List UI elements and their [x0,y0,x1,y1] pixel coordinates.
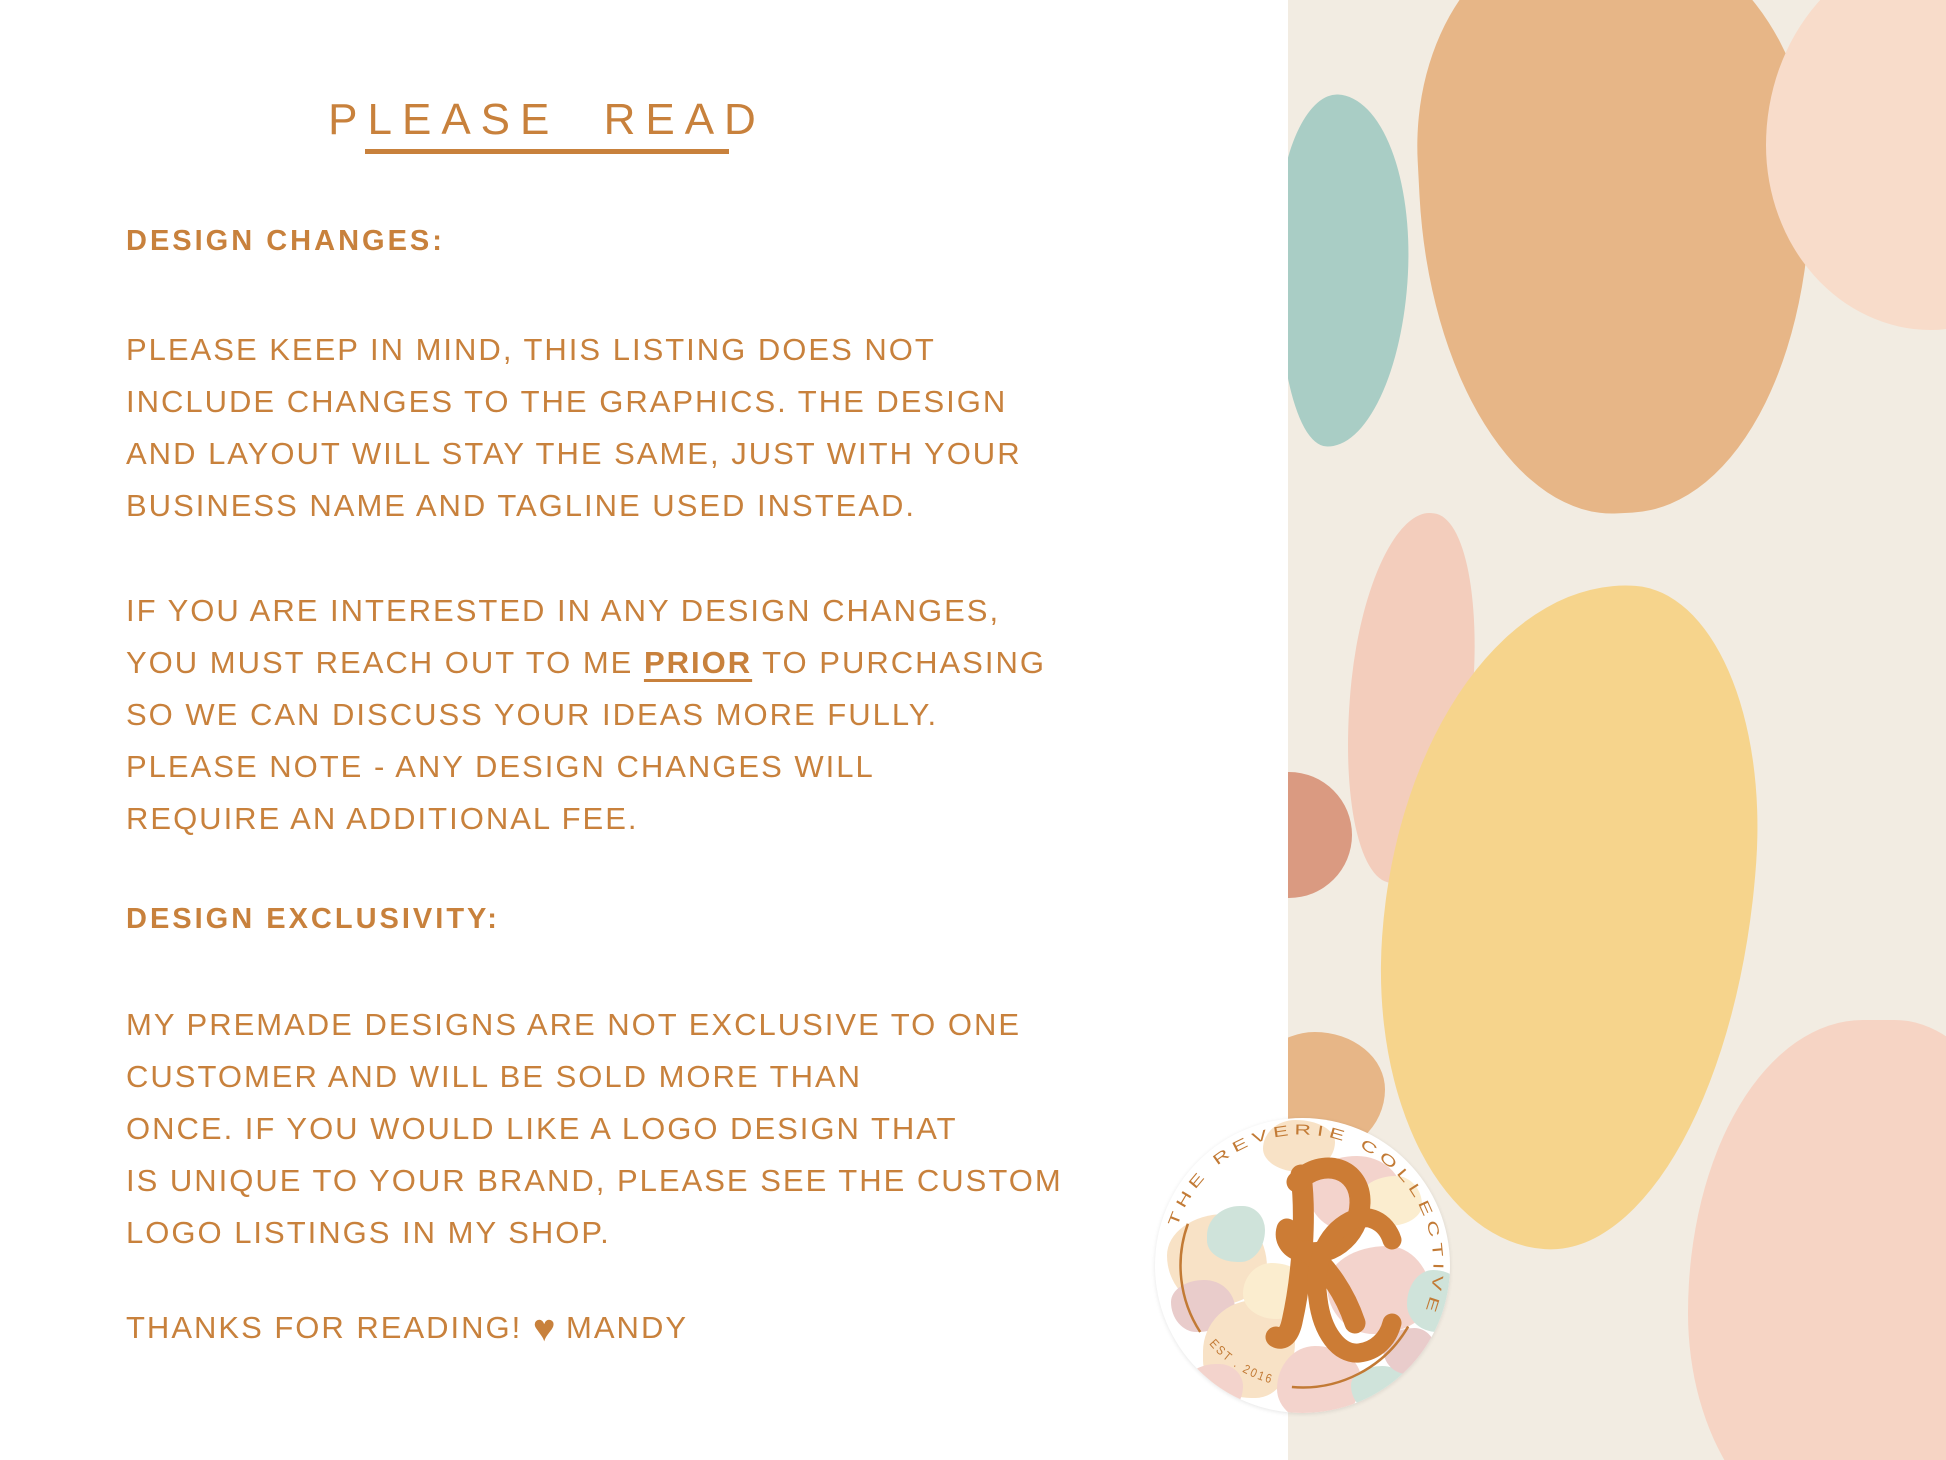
text-segment: PRIOR [643,645,753,680]
badge-ring-arc-left [1181,1224,1201,1332]
badge-artwork [1155,1118,1450,1413]
text-segment: TO PURCHASING [752,645,1046,680]
text-segment: YOU MUST REACH OUT TO ME [126,645,644,680]
panel-blob-teal [1288,92,1417,450]
text-line [126,689,1046,741]
text-segment: PLEASE KEEP IN MIND, THIS LISTING DOES NOT [126,332,936,367]
text-segment: SO WE CAN DISCUSS YOUR IDEAS MORE FULLY. [126,697,939,732]
title-underline [365,149,729,154]
badge-arc-text: THE REVERIE COLLECTIVE [1165,1122,1446,1312]
text-line [126,480,1022,532]
text-segment: AND LAYOUT WILL STAY THE SAME, JUST WITH YOUR [126,436,1022,471]
paragraph-design-changes-1 [126,324,1022,532]
text-segment: REQUIRE AN ADDITIONAL FEE. [126,801,639,836]
panel-blob-tan-top [1406,0,1828,523]
text-segment: CUSTOMER AND WILL BE SOLD MORE THAN [126,1059,863,1094]
text-line [126,585,1046,637]
heading-design-changes: DESIGN CHANGES: [126,225,445,257]
panel-blob-pink-bottom [1688,1020,1946,1460]
heart-icon: ♥ [532,1308,556,1350]
text-segment: IF YOU ARE INTERESTED IN ANY DESIGN CHANGES, [126,593,1001,628]
text-line [126,999,1063,1051]
text-line [126,428,1022,480]
monogram-rc-icon [1276,1168,1392,1353]
text-segment: MANDY [555,1310,689,1345]
heading-design-exclusivity: DESIGN EXCLUSIVITY: [126,903,500,935]
text-line [126,741,1046,793]
panel-blob-terracotta [1288,772,1352,898]
text-line [126,1051,1063,1103]
page-title: PLEASE READ [328,95,766,144]
text-line [126,1103,1063,1155]
text-line [126,1302,688,1355]
text-segment: THANKS FOR READING! [126,1310,533,1345]
paragraph-design-exclusivity [126,999,1063,1259]
svg-text:EST . 2016 [1207,1337,1276,1387]
text-segment: PLEASE NOTE - ANY DESIGN CHANGES WILL [126,749,875,784]
paragraph-design-changes-2 [126,585,1046,845]
text-line [126,324,1022,376]
text-segment: IS UNIQUE TO YOUR BRAND, PLEASE SEE THE CUSTOM [126,1163,1063,1198]
closing-line [126,1302,688,1355]
text-line [126,637,1046,689]
text-line [126,376,1022,428]
text-line [126,793,1046,845]
brand-logo-badge [1155,1118,1450,1413]
text-segment: ONCE. IF YOU WOULD LIKE A LOGO DESIGN THAT [126,1111,958,1146]
text-segment: MY PREMADE DESIGNS ARE NOT EXCLUSIVE TO ONE [126,1007,1022,1042]
text-line [126,1207,1063,1259]
text-segment: BUSINESS NAME AND TAGLINE USED INSTEAD. [126,488,917,523]
text-segment: LOGO LISTINGS IN MY SHOP. [126,1215,611,1250]
text-segment: INCLUDE CHANGES TO THE GRAPHICS. THE DESIGN [126,384,1008,419]
badge-est-text: EST . 2016 [1206,1336,1277,1388]
text-line [126,1155,1063,1207]
